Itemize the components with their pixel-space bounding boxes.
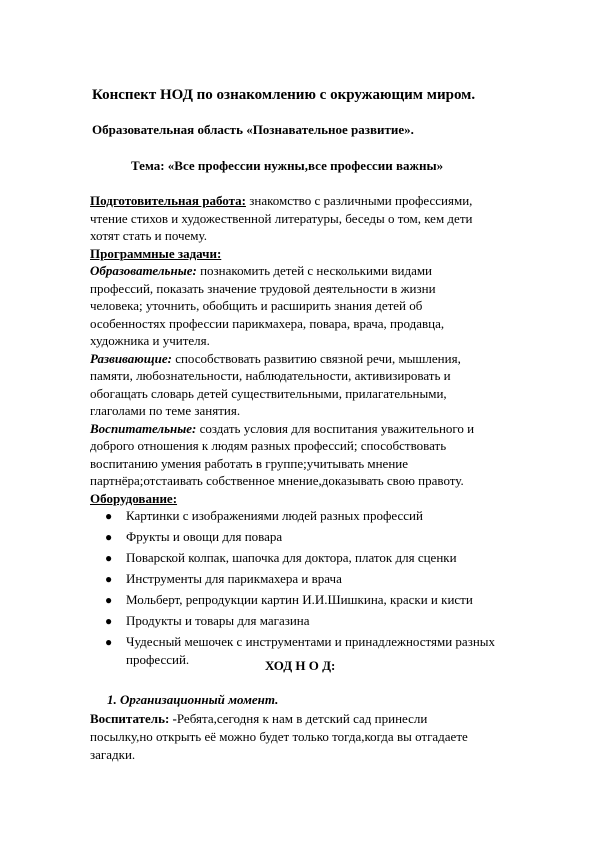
bullet-icon: ● xyxy=(105,593,113,607)
dev-text-1: способствовать развитию связной речи, мышления, xyxy=(171,350,461,366)
teacher-paragraph xyxy=(90,710,510,764)
dev-text-3: обогащать словарь детей существительными, прилагательными, xyxy=(90,385,447,401)
list-item-text: Продукты и товары для магазина xyxy=(126,613,310,628)
bullet-icon: ● xyxy=(105,635,113,649)
up-text-3: воспитанию умения работать в группе;учитывать мнение xyxy=(90,455,409,471)
dev-paragraph xyxy=(90,350,510,420)
list-item xyxy=(90,570,510,588)
dev-text-4: глаголами по теме занятия. xyxy=(90,403,241,418)
equip-heading-line xyxy=(90,490,510,508)
section-heading: 1. Организационный момент. xyxy=(107,692,279,707)
bullet-icon: ● xyxy=(105,572,113,586)
bullet-icon: ● xyxy=(105,614,113,628)
list-item-text: Инструменты для парикмахера и врача xyxy=(126,571,342,586)
tasks-heading: Программные задачи: xyxy=(90,245,222,261)
teacher-text-3: загадки. xyxy=(90,747,136,762)
up-paragraph xyxy=(90,420,510,490)
edu-text-1: познакомить детей с несколькими видами xyxy=(196,263,433,278)
list-item xyxy=(90,507,510,525)
teacher-text-1: Ребята,сегодня к нам в детский сад принесли xyxy=(176,711,428,726)
prep-text-2: чтение стихов и художественной литературы, беседы о том, кем дети xyxy=(90,210,473,226)
prep-label: Подготовительная работа: xyxy=(90,193,246,208)
education-area: Образовательная область «Познавательное развитие». xyxy=(92,122,414,137)
document-title: Конспект НОД по ознакомлению с окружающим миром. xyxy=(92,87,476,103)
list-item-text: Мольберт, репродукции картин И.И.Шишкина, краски и кисти xyxy=(126,592,473,607)
list-item xyxy=(90,528,510,546)
prep-text-3: хотят стать и почему. xyxy=(90,228,207,243)
prep-text-1: знакомство с различными профессиями, xyxy=(245,193,473,208)
edu-label: Образовательные: xyxy=(90,263,197,278)
dev-label: Развивающие: xyxy=(90,350,172,366)
teacher-text-2: посылку,но открыть её можно будет только тогда,когда вы отгадаете xyxy=(90,729,468,744)
dev-text-2: памяти, любознательности, наблюдательности, активизировать и xyxy=(90,368,451,383)
equip-heading: Оборудование: xyxy=(90,490,178,506)
list-item-text: Картинки с изображениями людей разных профессий xyxy=(126,508,423,523)
bullet-icon: ● xyxy=(105,551,113,565)
edu-text-4: особенностях профессии парикмахера, повара, врача, продавца, xyxy=(90,315,445,331)
bullet-icon: ● xyxy=(105,530,113,544)
up-text-1: создать условия для воспитания уважительного и xyxy=(196,420,475,436)
edu-text-2: профессий, показать значение трудовой деятельности в жизни xyxy=(90,280,436,296)
edu-text-5: художника и учителя. xyxy=(90,333,210,348)
tasks-heading-line xyxy=(90,245,510,263)
list-item-text: Фрукты и овощи для повара xyxy=(126,529,283,544)
up-text-2: доброго отношения к людям разных профессий; способствовать xyxy=(90,438,447,453)
edu-paragraph xyxy=(90,262,510,350)
up-label: Воспитательные: xyxy=(90,420,197,436)
list-item xyxy=(90,549,510,567)
list-item-text: Поварской колпак, шапочка для доктора, платок для сценки xyxy=(126,550,457,565)
teacher-label: Воспитатель: - xyxy=(90,711,177,726)
course-heading: ХОД Н О Д: xyxy=(265,658,336,673)
list-item xyxy=(90,591,510,609)
teacher-dialog xyxy=(90,710,510,764)
edu-text-3: человека; уточнить, обобщить и расширить знания детей об xyxy=(90,298,423,313)
lesson-theme: Тема: «Все профессии нужны,все профессии важны» xyxy=(131,158,444,173)
bullet-icon: ● xyxy=(105,509,113,523)
prep-paragraph xyxy=(90,192,510,245)
equipment-list xyxy=(90,507,510,669)
up-text-4: партнёра;отстаивать собственное мнение,доказывать свою правоту. xyxy=(90,473,464,488)
list-item xyxy=(90,612,510,630)
list-item-text: Чудесный мешочек с инструментами и принадлежностями разных профессий. xyxy=(126,634,496,667)
lesson-body xyxy=(90,192,510,672)
